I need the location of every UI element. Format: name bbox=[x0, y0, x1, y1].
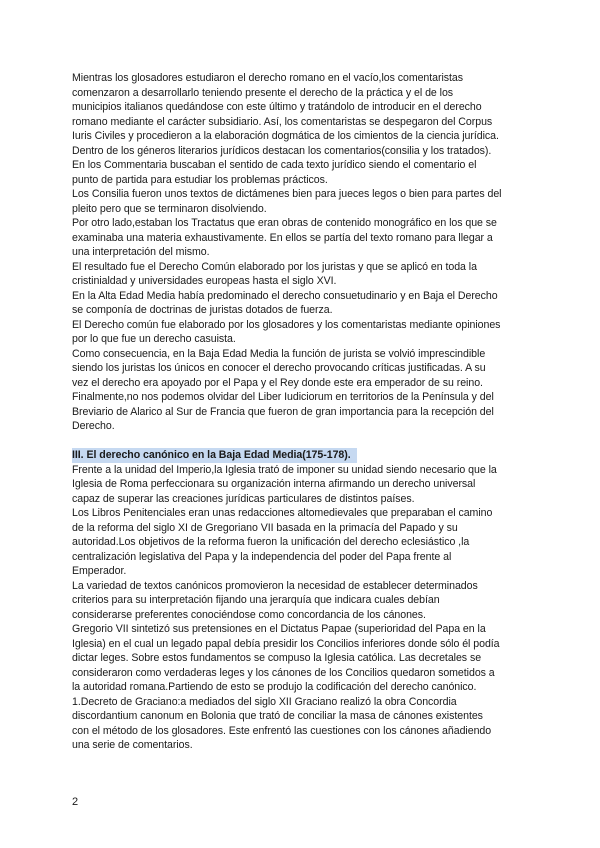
section-derecho-canonico bbox=[72, 463, 534, 753]
text-line: Breviario de Alarico al Sur de Francia que fueron de gran importancia para la recepción del bbox=[72, 405, 494, 418]
text-line: Emperador. bbox=[72, 565, 127, 577]
text-line: Gregorio VII sintetizó sus pretensiones en el Dictatus Papae (superioridad del Papa en la bbox=[72, 623, 486, 635]
text-line: Derecho. bbox=[72, 420, 115, 432]
text-line: Dentro de los géneros literarios jurídicos destacan los comentarios(consilia y los tratados). bbox=[72, 144, 492, 157]
section-comentaristas bbox=[72, 71, 534, 434]
text-line: por lo que fue un derecho casuista. bbox=[72, 333, 236, 345]
text-line: Como consecuencia, en la Baja Edad Media la función de jurista se volvió imprescindible bbox=[72, 347, 486, 360]
text-line: Mientras los glosadores estudiaron el derecho romano en el vacío,los comentaristas bbox=[72, 72, 464, 84]
text-line: de la reforma del siglo XI de Gregoriano VII basada en la primacía del Papado y su bbox=[72, 521, 458, 534]
text-line: la autoridad romana.Partiendo de esto se produjo la codificación del derecho canónico. bbox=[72, 681, 477, 693]
text-line: municipios italianos quedándose con este último y tratándolo de introducir en el derecho bbox=[72, 101, 482, 113]
text-line: una interpretación del mismo. bbox=[72, 246, 210, 258]
text-line: En la Alta Edad Media había predominado el derecho consuetudinario y en Baja el Derecho bbox=[72, 289, 498, 302]
text-line: autoridad.Los objetivos de la reforma fueron la unificación del derecho eclesiástico ,la bbox=[72, 536, 470, 548]
text-line: Finalmente,no nos podemos olvidar del Liber Iudiciorum en territorios de la Península y del bbox=[72, 391, 494, 403]
text-line: consideraron como verdaderas leges y los cánones de los Concilios quedaron sometidos a bbox=[72, 666, 495, 679]
section-heading: III. El derecho canónico en la Baja Edad Media(175-178). bbox=[72, 448, 357, 463]
blank-line bbox=[72, 434, 534, 449]
text-line: examinaba una materia exhaustivamente. En ellos se partía del texto romano para llegar a bbox=[72, 231, 493, 244]
text-line: con el método de los glosadores. Este enfrentó las cuestiones con los cánones añadiendo bbox=[72, 724, 492, 737]
text-line: Iglesia de Roma perfeccionara su organización interna afirmando un derecho universal bbox=[72, 478, 476, 490]
text-line: centralización legislativa del Papa y la independencia del poder del Papa frente al bbox=[72, 550, 452, 563]
body-text bbox=[72, 71, 534, 753]
text-line: 1.Decreto de Graciano:a mediados del siglo XII Graciano realizó la obra Concordia bbox=[72, 695, 457, 708]
text-line: capaz de superar las creaciones jurídicas particulares de distintos países. bbox=[72, 492, 415, 505]
text-line: criterios para su interpretación fijando una jerarquía que indicara cuales debían bbox=[72, 594, 440, 606]
text-line: El resultado fue el Derecho Común elaborado por los juristas y que se aplicó en toda la bbox=[72, 260, 477, 273]
text-line: Por otro lado,estaban los Tractatus que eran obras de contenido monográfico en los que se bbox=[72, 217, 497, 229]
text-line: vez el derecho era apoyado por el Papa y el Rey donde este era emperador de su reino. bbox=[72, 376, 483, 389]
text-line: considerarse preferentes conociéndose como concordancia de los cánones. bbox=[72, 608, 426, 621]
text-line: una serie de comentarios. bbox=[72, 739, 193, 751]
text-line: Frente a la unidad del Imperio,la Iglesia trató de imponer su unidad siendo necesario que la bbox=[72, 463, 497, 476]
section-heading-line bbox=[72, 448, 534, 463]
text-line: Los Consilia fueron unos textos de dictámenes bien para jueces legos o bien para partes del bbox=[72, 188, 502, 200]
text-line: romano mediante el carácter subsidiario. Así, los comentaristas se despegaron del Corpus bbox=[72, 115, 493, 128]
text-line: dictar leges. Sobre estos fundamentos se compuso la Iglesia católica. Las decretales se bbox=[72, 652, 482, 664]
text-line: pleito pero que se terminaron disolviendo. bbox=[72, 202, 267, 215]
text-line: Iglesia) en el cual un legado papal debía presidir los Concilios inferiores donde sólo él podía bbox=[72, 637, 500, 650]
text-line: La variedad de textos canónicos promovieron la necesidad de establecer determinados bbox=[72, 579, 478, 592]
text-line: discordantium canonum en Bolonia que trató de conciliar la masa de cánones existentes bbox=[72, 710, 483, 722]
page-number: 2 bbox=[72, 796, 79, 808]
text-line: comenzaron a desarrollarlo teniendo presente el derecho de la práctica y el de los bbox=[72, 86, 454, 99]
text-line: El Derecho común fue elaborado por los glosadores y los comentaristas mediante opiniones bbox=[72, 318, 501, 331]
text-line: se componía de doctrinas de juristas dotados de fuerza. bbox=[72, 304, 333, 316]
text-line: punto de partida para estudiar los problemas prácticos. bbox=[72, 173, 328, 186]
text-line: Los Libros Penitenciales eran unas redacciones altomedievales que preparaban el camino bbox=[72, 507, 493, 519]
text-line: cristinialdad y universidades europeas hasta el siglo XVI. bbox=[72, 275, 337, 287]
text-line: En los Commentaria buscaban el sentido de cada texto jurídico siendo el comentario el bbox=[72, 159, 477, 171]
text-line: Iuris Civiles y procedieron a la elaboración dogmática de los cimientos de la ciencia jurídica. bbox=[72, 130, 499, 142]
text-line: siendo los juristas los únicos en conocer el derecho provocando críticas justificadas. A su bbox=[72, 362, 486, 374]
